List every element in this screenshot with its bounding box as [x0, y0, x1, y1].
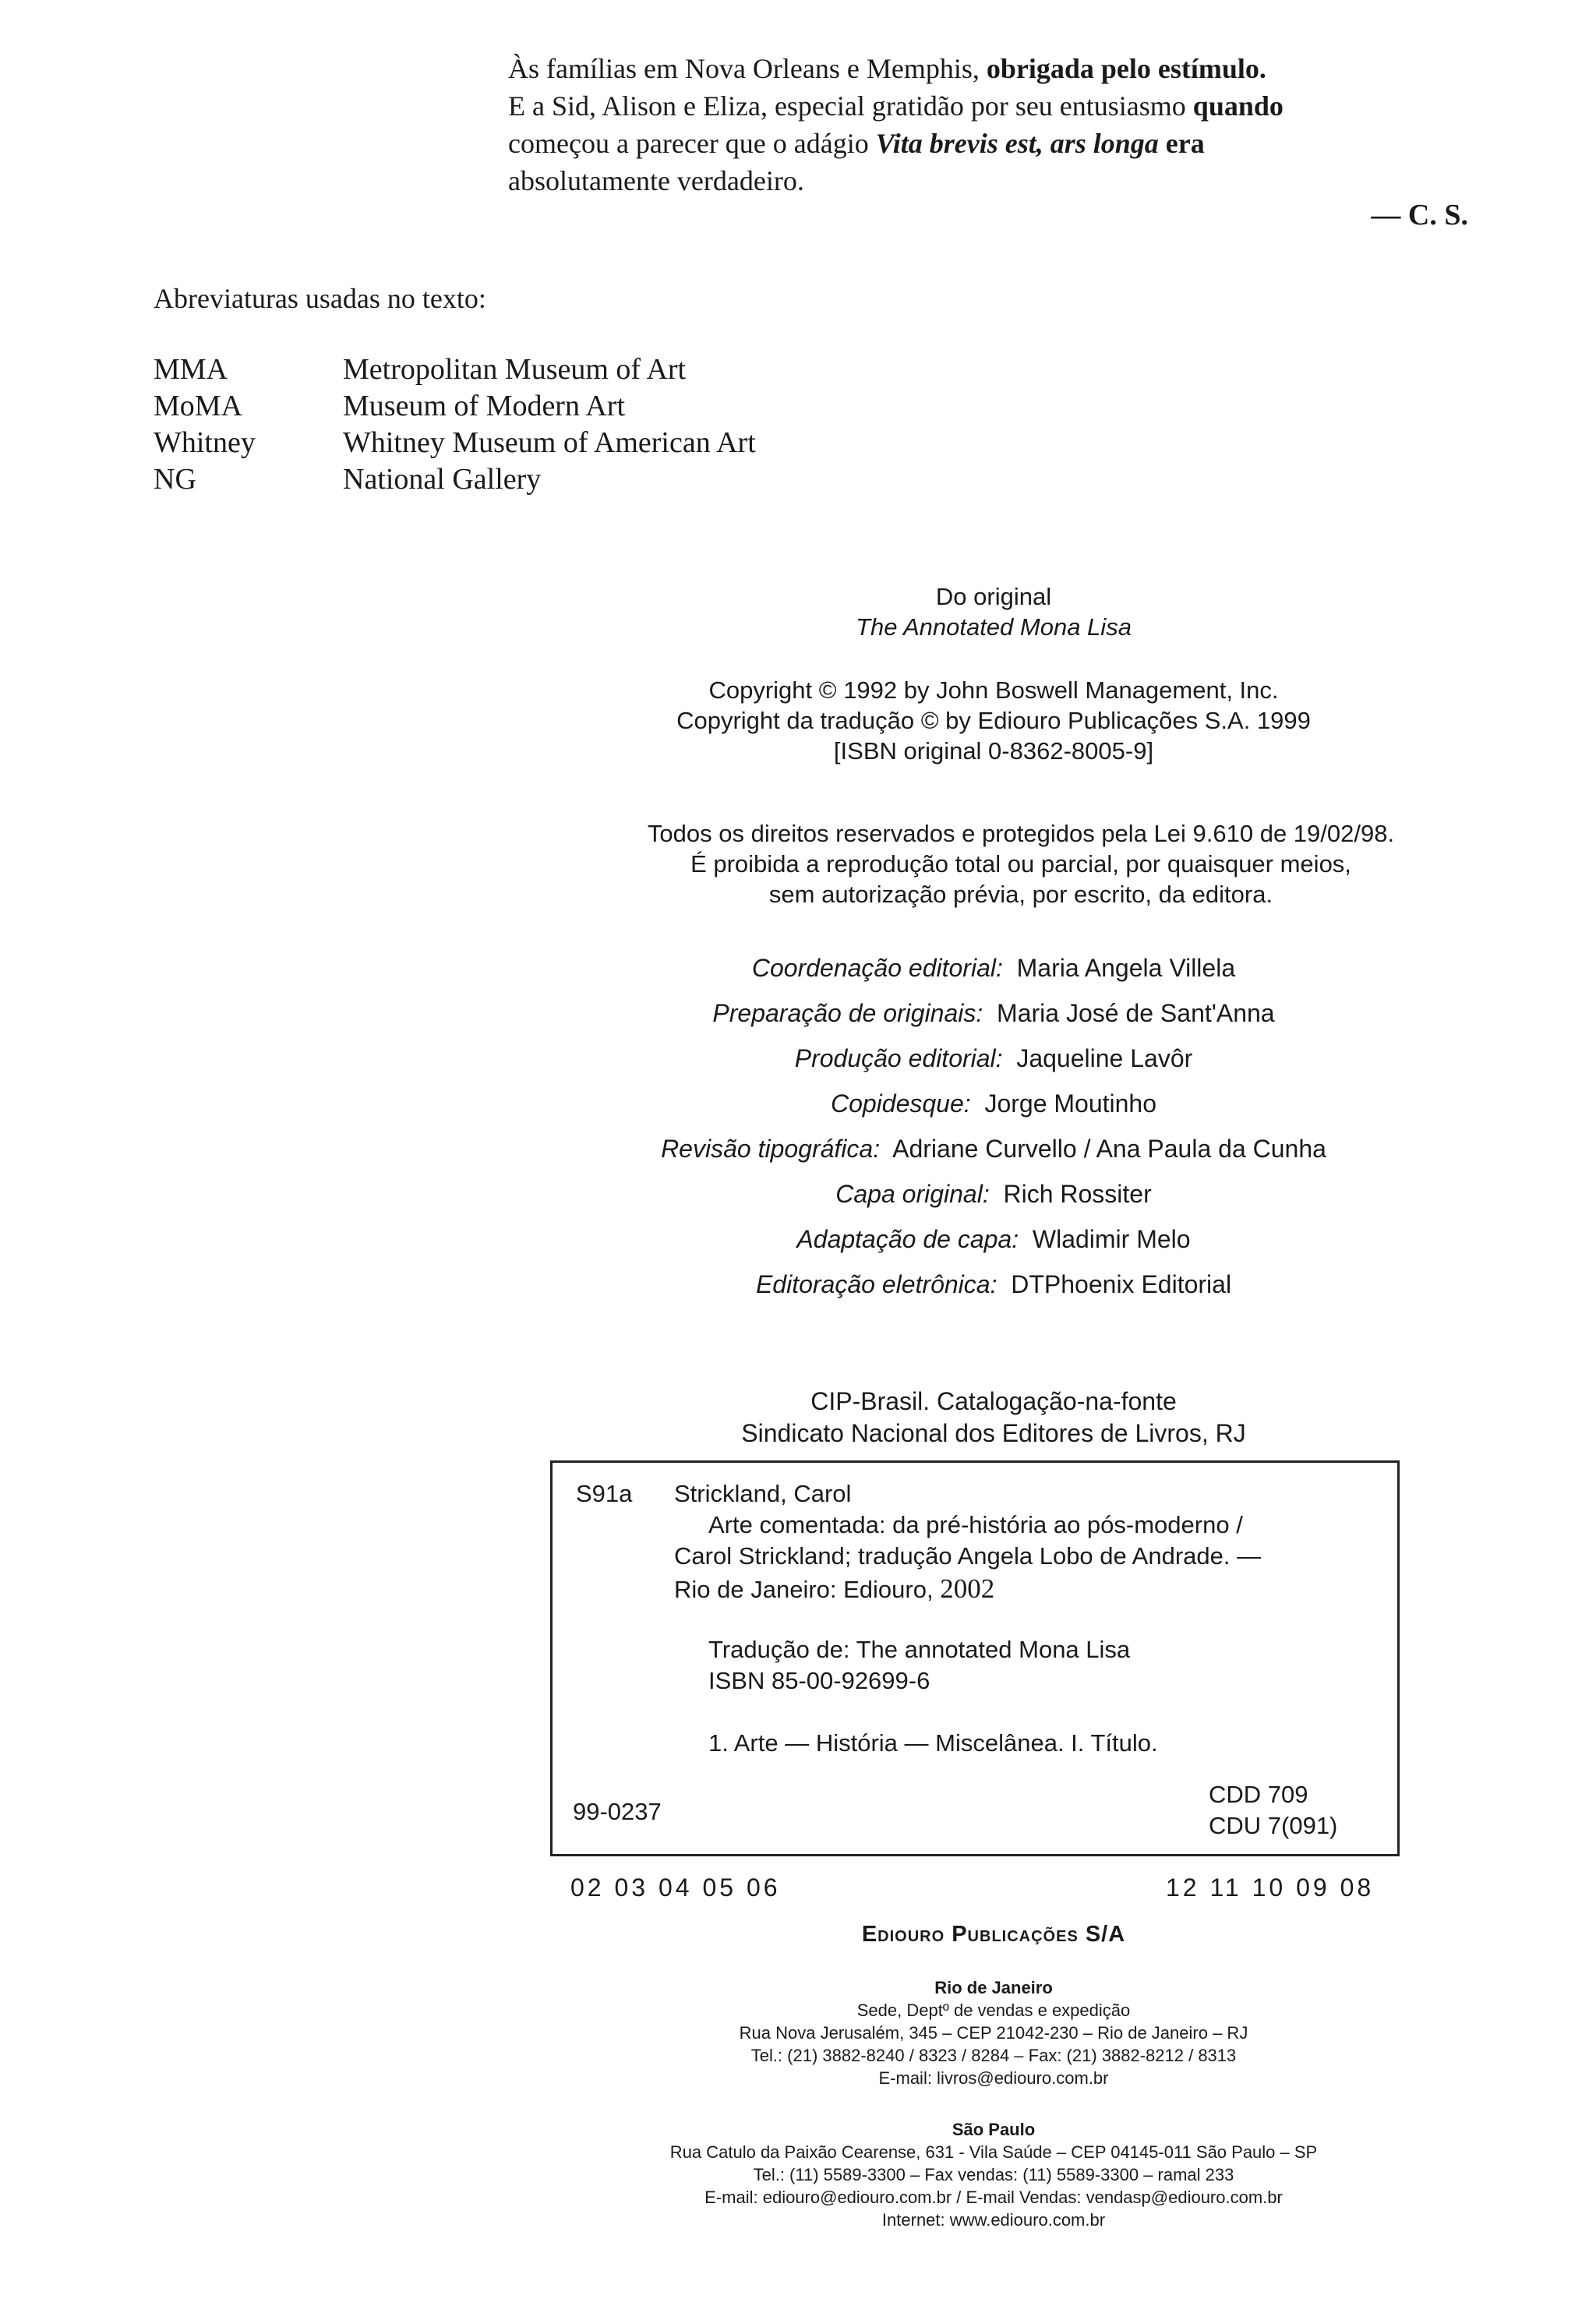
- credit-value: Jaqueline Lavôr: [1016, 1044, 1193, 1072]
- dedication-line-2: [508, 87, 1412, 125]
- cip-cdd: CDD 709: [1209, 1781, 1308, 1808]
- abbreviation-key: MMA: [154, 353, 228, 386]
- email-line: E-mail: ediouro@ediouro.com.br / E-mail Vendas: vendasp@ediouro.com.br: [704, 2188, 1283, 2207]
- publisher-name: Ediouro Publicações S/A: [861, 1922, 1126, 1947]
- cip-year: 2002: [940, 1573, 995, 1604]
- credit-value: Rich Rossiter: [1003, 1180, 1152, 1208]
- cip-description: Arte comentada: da pré-história ao pós-moderno /: [708, 1511, 1243, 1538]
- original-title: The Annotated Mona Lisa: [856, 613, 1132, 641]
- credit-value: Adriane Curvello / Ana Paula da Cunha: [892, 1135, 1326, 1163]
- address-line: Sede, Deptº de vendas e expedição: [856, 2001, 1131, 2020]
- credit-label: Coordenação editorial:: [751, 954, 1003, 982]
- address-line: Tel.: (11) 5589-3300 – Fax vendas: (11) 5589-3300 – ramal 233: [753, 2165, 1234, 2184]
- cip-code: S91a: [576, 1480, 633, 1507]
- address-line: Rua Catulo da Paixão Cearense, 631 - Vila Saúde – CEP 04145-011 São Paulo – SP: [669, 2142, 1318, 2162]
- credit-label: Revisão tipográfica:: [661, 1135, 881, 1163]
- city-name: São Paulo: [952, 2120, 1036, 2139]
- abbreviation-key: MoMA: [154, 390, 243, 422]
- cip-heading: [499, 1386, 1488, 1450]
- email-line: E-mail: livros@ediouro.com.br: [878, 2068, 1109, 2088]
- rights-block: [546, 818, 1496, 909]
- dedication-line-1: [508, 50, 1412, 87]
- latin-quote: Vita brevis est, ars longa: [875, 128, 1159, 159]
- credit-label: Editoração eletrônica:: [755, 1270, 998, 1298]
- cip-cdu: CDU 7(091): [1209, 1812, 1338, 1839]
- address-sao-paulo: [499, 2118, 1488, 2231]
- cip-isbn: ISBN 85-00-92699-6: [708, 1667, 930, 1694]
- dedication-text: começou a parecer que o adágio: [508, 128, 876, 159]
- abbreviations-heading: Abreviaturas usadas no texto:: [154, 283, 486, 314]
- dedication-text-bold: era: [1158, 128, 1205, 159]
- cip-record-box: [550, 1460, 1400, 1856]
- isbn-original: [ISBN original 0-8362-8005-9]: [833, 737, 1154, 765]
- abbreviation-key: Whitney: [154, 426, 256, 459]
- cip-translation: Tradução de: The annotated Mona Lisa: [708, 1636, 1131, 1663]
- address-rio: [499, 1976, 1488, 2089]
- credit-row: [499, 999, 1488, 1044]
- dedication-line-3: [508, 125, 1412, 162]
- original-label: Do original: [935, 583, 1052, 610]
- website-line: Internet: www.ediouro.com.br: [881, 2210, 1106, 2230]
- credit-row: [499, 1225, 1488, 1270]
- credit-label: Produção editorial:: [794, 1044, 1003, 1072]
- print-impressions: 12 11 10 09 08: [1166, 1873, 1375, 1902]
- credit-label: Copidesque:: [830, 1089, 971, 1118]
- credit-label: Adaptação de capa:: [796, 1225, 1019, 1253]
- credit-row: [499, 1044, 1488, 1089]
- cip-description: Carol Strickland; tradução Angela Lobo de Andrade. —: [674, 1542, 1262, 1570]
- credit-value: Wladimir Melo: [1032, 1225, 1191, 1253]
- cip-subject: 1. Arte — História — Miscelânea. I. Título.: [708, 1729, 1158, 1757]
- dedication-text: E a Sid, Alison e Eliza, especial gratidão por seu entusiasmo: [508, 90, 1193, 122]
- credit-value: Maria Angela Villela: [1016, 954, 1236, 982]
- abbreviation-value: Metropolitan Museum of Art: [343, 353, 687, 386]
- original-title-block: [499, 581, 1488, 642]
- rights-line: É proibida a reprodução total ou parcial, por quaisquer meios,: [690, 850, 1351, 878]
- print-years: 02 03 04 05 06: [570, 1873, 781, 1902]
- abbreviation-value: Museum of Modern Art: [343, 390, 626, 422]
- credit-row: [499, 1180, 1488, 1225]
- city-name: Rio de Janeiro: [934, 1978, 1053, 1997]
- cip-imprint: [674, 1573, 994, 1605]
- dedication-line-4: [508, 162, 1412, 200]
- cip-number: 99-0237: [573, 1798, 662, 1825]
- rights-line: Todos os direitos reservados e protegidos pela Lei 9.610 de 19/02/98.: [647, 820, 1395, 847]
- rights-line: sem autorização prévia, por escrito, da editora.: [768, 881, 1273, 908]
- copyright-block: [499, 675, 1488, 766]
- abbreviation-row: [154, 426, 855, 462]
- credit-label: Preparação de originais:: [712, 999, 983, 1027]
- credit-row: [499, 1135, 1488, 1180]
- address-line: Tel.: (21) 3882-8240 / 8323 / 8284 – Fax: (21) 3882-8212 / 8313: [750, 2046, 1237, 2065]
- credit-value: DTPhoenix Editorial: [1011, 1270, 1232, 1298]
- credit-row: [499, 1270, 1488, 1315]
- dedication-text-bold: obrigada pelo estímulo.: [986, 53, 1266, 84]
- abbreviation-value: Whitney Museum of American Art: [343, 426, 756, 459]
- abbreviation-row: [154, 352, 855, 389]
- cip-heading-line: Sindicato Nacional dos Editores de Livros, RJ: [741, 1419, 1246, 1447]
- dedication-text: Às famílias em Nova Orleans e Memphis,: [508, 53, 987, 84]
- editorial-credits: [499, 954, 1488, 1315]
- credit-row: [499, 954, 1488, 999]
- abbreviation-row: [154, 462, 855, 499]
- address-line: Rua Nova Jerusalém, 345 – CEP 21042-230 – Rio de Janeiro – RJ: [739, 2023, 1248, 2043]
- dedication-signature: — C. S.: [1371, 199, 1468, 231]
- abbreviation-value: National Gallery: [343, 463, 542, 496]
- abbreviation-key: NG: [154, 463, 196, 496]
- credit-row: [499, 1089, 1488, 1135]
- credit-value: Jorge Moutinho: [984, 1089, 1157, 1118]
- abbreviations-list: [154, 352, 855, 499]
- dedication: [508, 50, 1412, 200]
- dedication-text: absolutamente verdadeiro.: [508, 165, 804, 196]
- cip-imprint-place: Rio de Janeiro: Ediouro,: [674, 1576, 934, 1603]
- cip-heading-line: CIP-Brasil. Catalogação-na-fonte: [810, 1387, 1177, 1415]
- credit-value: Maria José de Sant'Anna: [997, 999, 1275, 1027]
- copyright-line: Copyright da tradução © by Ediouro Publicações S.A. 1999: [676, 707, 1311, 734]
- cip-author: Strickland, Carol: [674, 1480, 852, 1507]
- abbreviation-row: [154, 389, 855, 426]
- dedication-text-bold: quando: [1192, 90, 1284, 122]
- credit-label: Capa original:: [835, 1180, 990, 1208]
- copyright-line: Copyright © 1992 by John Boswell Management, Inc.: [708, 676, 1279, 704]
